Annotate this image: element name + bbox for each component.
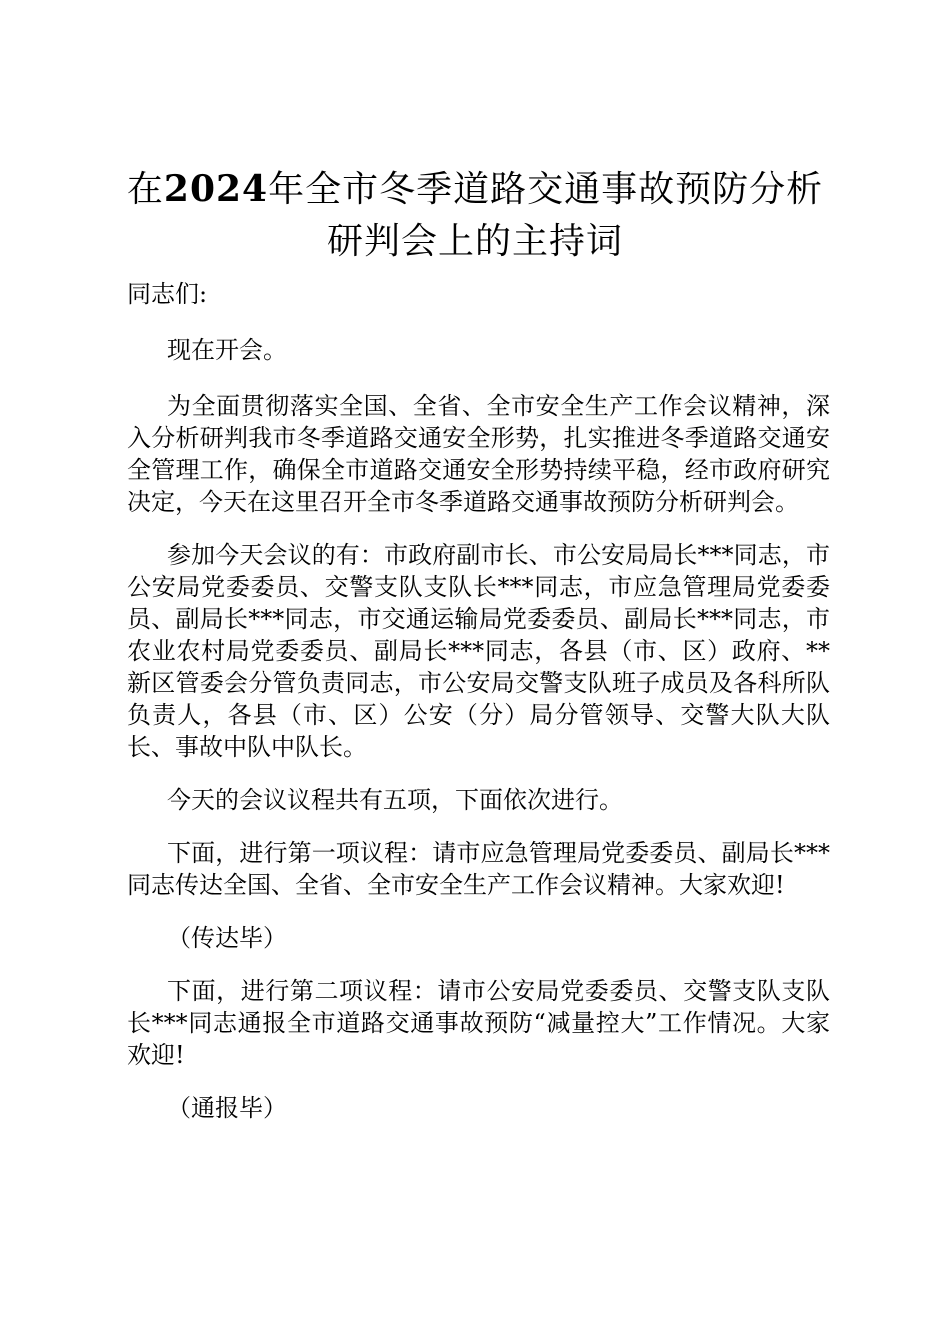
paragraph-agenda-item-2: 下面，进行第二项议程：请市公安局党委委员、交警支队支队长***同志通报全市道路交通事故预防“减量控大”工作情况。大家欢迎! <box>127 977 830 1069</box>
paragraph-agenda-overview: 今天的会议议程共有五项，下面依次进行。 <box>167 786 623 814</box>
document-body <box>127 278 830 1145</box>
salutation: 同志们: <box>127 280 208 308</box>
document-title <box>120 163 830 268</box>
paragraph-item-2-done: （通报毕） <box>167 1094 287 1122</box>
paragraph-open-meeting: 现在开会。 <box>167 336 287 364</box>
paragraph-agenda-item-1: 下面，进行第一项议程：请市应急管理局党委委员、副局长***同志传达全国、全省、全市安全生产工作会议精神。大家欢迎! <box>127 839 830 899</box>
title-rest: 年全市冬季道路交通事故预防分析研判会上的主持词 <box>268 169 824 262</box>
title-prefix: 在 <box>126 169 164 210</box>
title-year: 2024 <box>163 168 269 210</box>
paragraph-item-1-done: （传达毕） <box>167 924 287 952</box>
paragraph-purpose: 为全面贯彻落实全国、全省、全市安全生产工作会议精神，深入分析研判我市冬季道路交通安全形势，扎实推进冬季道路交通安全管理工作，确保全市道路交通安全形势持续平稳，经市政府研究决定，今天在这里召开全市冬季道路交通事故预防分析研判会。 <box>127 392 830 516</box>
paragraph-attendees: 参加今天会议的有：市政府副市长、市公安局局长***同志，市公安局党委委员、交警支队支队长***同志，市应急管理局党委委员、副局长***同志，市交通运输局党委委员、副局长***同志，市农业农村局党委委员、副局长***同志，各县（市、区）政府、**新区管委会分管负责同志，市公安局交警支队班子成员及各科所队负责人，各县（市、区）公安（分）局分管领导、交警大队大队长、事故中队中队长。 <box>127 541 830 761</box>
